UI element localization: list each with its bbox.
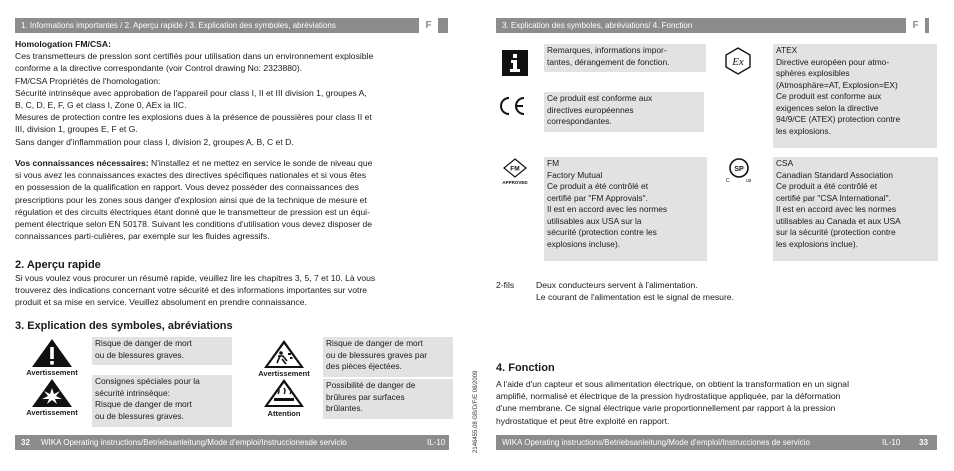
warning-label: Attention (267, 409, 301, 418)
section-4-line: A l'aide d'un capteur et sous alimentation électrique, on obtient la transformation en un signal (496, 379, 849, 389)
homologation-line: Sécurité intrinsèque avec approbation de l'appareil pour class I, II et III division 1, groupes A, (15, 87, 367, 98)
section-4-body (496, 378, 941, 427)
section-4-line: amplifié, normalisé et électrique de la pression hydrostatique appliquée, par la déformation (496, 391, 841, 402)
knowledge-line: connaissances parti-culières, par exemple sur les fluides agressifs. (15, 231, 270, 242)
warning-label: Avertissement (26, 368, 78, 377)
csa-mark-icon (722, 156, 756, 184)
description-line: des pièces éjectées. (326, 361, 402, 371)
page-number: 33 (919, 438, 928, 447)
symbol-description (92, 375, 232, 427)
description-line: brûlures par surfaces (326, 391, 405, 402)
ce-mark-icon (497, 96, 527, 116)
description-line: sur la sécurité (protection contre (776, 227, 896, 237)
description-line: ou de blessures graves. (95, 410, 184, 421)
section-4-line: hydrostatique et peut être exploité en rapport. (496, 415, 670, 426)
page-number: 32 (21, 438, 30, 447)
flying-parts-warning-icon (262, 339, 306, 369)
warning-triangle-icon (30, 338, 74, 368)
homologation-line: Sans danger d'inflammation pour class I, division 2, groupes A, B, C et D. (15, 136, 294, 147)
symbol-description (323, 379, 453, 419)
description-line: les explosions inclue). (776, 238, 858, 249)
svg-text:us: us (746, 178, 752, 184)
description-line: brûlantes. (326, 403, 363, 413)
description-line: Directive européen pour atmo- (776, 56, 890, 67)
left-header-text: 1. Informations importantes / 2. Aperçu rapide / 3. Explication des symboles, abréviations (21, 21, 336, 30)
homologation-section (15, 38, 460, 148)
description-line: sécurité (protection contre les (547, 227, 657, 237)
document-code: 2146455.08 GB/D/F/E 08/2009 (473, 370, 479, 453)
definition-line: Le courant de l'alimentation est le signal de mesure. (536, 292, 734, 303)
description-line: tantes, dérangement de fonction. (547, 56, 670, 67)
description-line: certifié par "CSA International". (776, 192, 891, 203)
description-line: Factory Mutual (547, 169, 603, 180)
footer-model: IL-10 (882, 438, 901, 447)
description-line: Canadian Standard Association (776, 169, 893, 180)
symbol-description (323, 337, 453, 377)
info-icon (502, 50, 528, 76)
description-line: ou de blessures graves par (326, 349, 428, 360)
description-line: Possibilité de danger de (326, 380, 416, 390)
abbreviation-definition (536, 279, 936, 303)
description-line: CSA (776, 158, 794, 168)
description-line: exigences selon la directive (776, 102, 879, 113)
section-2-title: 2. Aperçu rapide (15, 259, 101, 271)
description-line: directives européennes (547, 104, 634, 115)
footer-model: IL-10 (427, 438, 446, 447)
symbol-description (544, 92, 704, 132)
description-line: FM (547, 158, 560, 168)
symbol-description (544, 44, 706, 72)
symbol-description (773, 157, 938, 261)
svg-text:SP: SP (734, 166, 744, 173)
section-2-body (15, 272, 460, 309)
abbreviation-term: 2-fils (496, 280, 515, 290)
description-line: Risque de danger de mort (95, 338, 192, 348)
description-line: Remarques, informations impor- (547, 45, 667, 55)
section-4-line: d'une membrane. Ce signal électrique varie proportionnellement par rapport à la pression (496, 403, 836, 414)
knowledge-line: si vous avez les connaissances exactes des directives spécifiques nationales et si vous êtes (15, 170, 367, 181)
description-line: 94/9/CE (ATEX) protection contre (776, 114, 901, 124)
description-line: ou de blessures graves. (95, 349, 184, 360)
symbol-description (92, 337, 232, 365)
knowledge-line: en possession de la qualification en rapport. Vous devez posséder des connaissances des (15, 182, 359, 193)
description-line: Ce produit est conforme aux (547, 93, 653, 103)
homologation-line: B, C, D, E, F, G et class I, Zone 0, AEx ia IIC. (15, 100, 187, 111)
homologation-line: FM/CSA Propriétés de l'homologation: (15, 75, 161, 86)
explosion-warning-icon (30, 378, 74, 408)
warning-label: Avertissement (258, 369, 310, 378)
description-line: Il est en accord avec les normes (776, 204, 897, 214)
section-2-line: produit et sa mise en service. Veuillez absolument en prendre connaissance. (15, 297, 307, 308)
definition-line: Deux conducteurs servent à l'alimentation. (536, 280, 698, 290)
footer-text: WIKA Operating instructions/Betriebsanleitung/Mode d'emploi/Instrucciones de servicio (502, 438, 810, 447)
right-page (489, 0, 954, 471)
left-page-header (15, 18, 448, 33)
left-page (0, 0, 465, 471)
svg-text:APPROVED: APPROVED (502, 180, 528, 185)
description-line: (Atmosphäre=AT, Explosion=EX) (776, 79, 898, 90)
description-line: utilisables aux USA sur la (547, 215, 642, 226)
description-line: Ce produit est conforme aux (776, 91, 882, 101)
knowledge-line: N'installez et ne mettez en service le sonde de niveau que (148, 158, 373, 168)
description-line: utilisables au Canada et aux USA (776, 215, 901, 226)
description-line: sphères explosibles (776, 68, 850, 78)
description-line: Consignes spéciales pour la (95, 376, 200, 386)
description-line: Risque de danger de mort (95, 399, 192, 409)
left-page-footer (15, 435, 449, 450)
right-header-text: 3. Explication des symboles, abréviations/ 4. Fonction (502, 21, 693, 30)
language-tag: F (419, 18, 438, 33)
description-line: ATEX (776, 45, 798, 55)
symbol-description (773, 44, 937, 148)
footer-text: WIKA Operating instructions/Betriebsanleitung/Mode d'emploi/Instruccionesde servicio (41, 438, 347, 447)
hot-surface-warning-icon (262, 378, 306, 408)
language-tag: F (906, 18, 925, 33)
svg-text:C: C (726, 178, 730, 184)
description-line: Risque de danger de mort (326, 338, 423, 348)
right-page-footer (496, 435, 937, 450)
description-line: les explosions. (776, 125, 831, 136)
description-line: Ce produit a été contrôlé et (776, 181, 878, 191)
section-4-title: 4. Fonction (496, 362, 555, 374)
homologation-line: Ces transmetteurs de pression sont certifiés pour utilisation dans un environnement explosible (15, 51, 374, 62)
knowledge-line: régulation et des circuits électriques étant donné que le transmetteur de pression est un équi- (15, 206, 370, 217)
description-line: certifié par "FM Approvals". (547, 192, 648, 203)
description-line: correspondantes. (547, 116, 612, 126)
knowledge-line: prescriptions pour les zones sous danger d'explosion ainsi que de la technique de mesure et (15, 194, 367, 205)
description-line: Il est en accord avec les normes (547, 204, 668, 214)
warning-label: Avertissement (26, 408, 78, 417)
section-2-line: Si vous voulez vous procurer un résumé rapide, veuillez lire les chapitres 3, 5, 7 et 10. Là vous (15, 273, 376, 283)
atex-ex-icon (723, 46, 753, 76)
homologation-line: III, division 1, groupes E, F et G. (15, 124, 138, 135)
description-line: Ce produit a été contrôlé et (547, 181, 649, 191)
homologation-line: conforme a la directive correspondante (voir Control drawing No: 2323880). (15, 63, 303, 74)
knowledge-title: Vos connaissances nécessaires: (15, 158, 149, 168)
description-line: explosions incluse). (547, 238, 621, 249)
description-line: sécurité intrinsèque: (95, 387, 170, 398)
knowledge-section (15, 157, 460, 242)
svg-text:FM: FM (510, 165, 520, 173)
homologation-title: Homologation FM/CSA: (15, 39, 111, 49)
section-3-title: 3. Explication des symboles, abréviations (15, 320, 233, 332)
svg-text:Ex: Ex (732, 56, 744, 68)
homologation-line: Mesures de protection contre les explosions dues à la présence de poussières pour class II et (15, 112, 372, 123)
right-page-header (496, 18, 929, 33)
symbol-description (544, 157, 707, 261)
knowledge-line: pement électrique selon EN 50178. Suivant les conditions d'utilisation vous devez disposer de (15, 219, 373, 230)
section-2-line: trouverez des indications concernant votre sécurité et des informations importantes sur votre (15, 285, 368, 296)
fm-approved-icon (501, 158, 529, 186)
